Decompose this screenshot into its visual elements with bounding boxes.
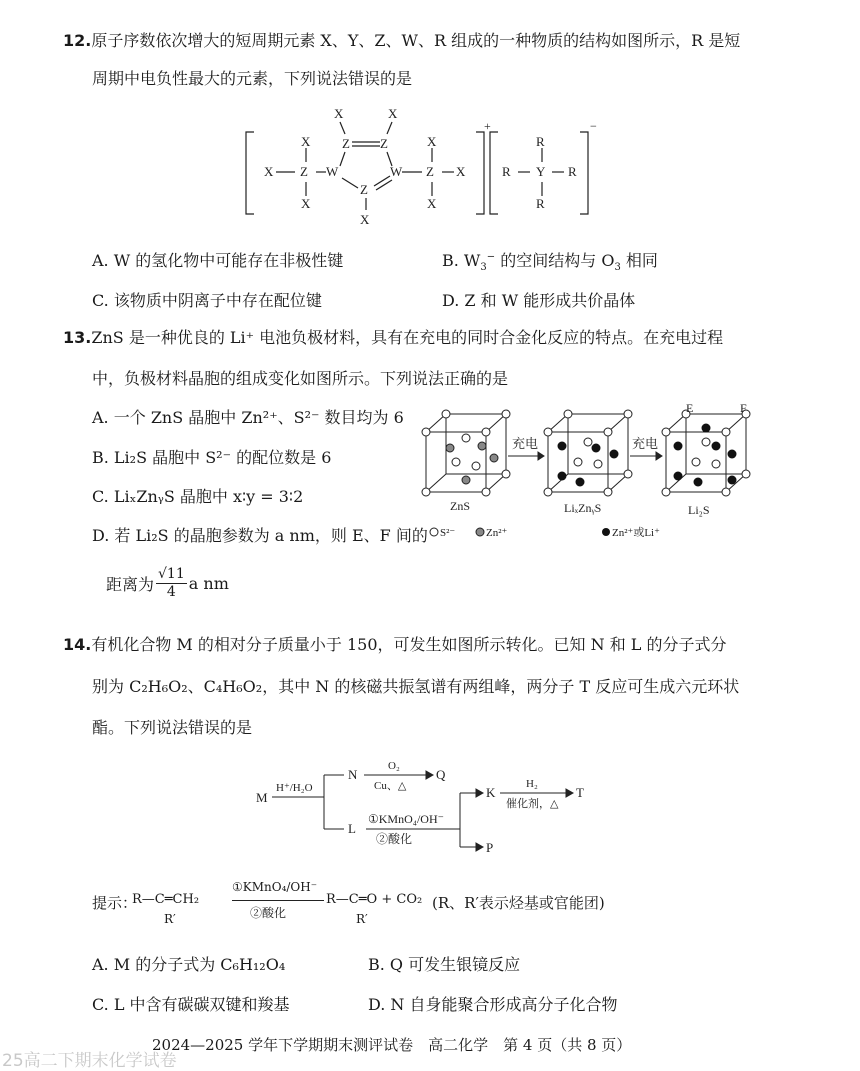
q13-stem-line1: 13.ZnS 是一种优良的 Li⁺ 电池负极材料，具有在充电的同时合金化反应的特点。在充电过程 — [63, 328, 724, 347]
cell-label-li2s: Li₂S — [688, 503, 710, 517]
legend-zn: Zn²⁺ — [486, 527, 508, 539]
q14-option-d[interactable]: D. N 自身能聚合形成高分子化合物 — [368, 995, 618, 1014]
q12-option-a[interactable]: A. W 的氢化物中可能存在非极性键 — [92, 251, 344, 270]
anion-charge: − — [590, 119, 597, 133]
scheme-l: L — [348, 821, 356, 836]
scheme-n: N — [348, 767, 358, 782]
atom-x: X — [264, 164, 274, 179]
atom-w: W — [390, 164, 403, 179]
q14-stem-line1: 14.有机化合物 M 的相对分子质量小于 150，可发生如图所示转化。已知 N 和 L 的分子式分 — [63, 635, 727, 654]
fraction: √11 4 — [158, 566, 185, 600]
atom-x: X — [456, 164, 466, 179]
page-footer: 2024—2025 学年下学期期末测评试卷 高二化学 第 4 页（共 8 页） — [152, 1036, 632, 1054]
atom-z: Z — [342, 136, 350, 151]
q14-option-a[interactable]: A. M 的分子式为 C₆H₁₂O₄ — [92, 955, 286, 974]
atom-y: Y — [536, 164, 546, 179]
point-e: E — [686, 402, 694, 415]
scheme-p: P — [486, 840, 494, 855]
cell-label-zns: ZnS — [450, 499, 471, 513]
scheme-t: T — [576, 785, 584, 800]
q14-number: 14. — [63, 635, 92, 654]
atom-z: Z — [360, 182, 368, 197]
hint-arrow — [232, 900, 324, 901]
q12-structure-figure — [240, 104, 610, 234]
q13-crystal-figure — [420, 402, 760, 542]
scheme-cat: 催化剂，△ — [506, 798, 559, 810]
atom-r: R — [502, 164, 511, 179]
atom-z: Z — [426, 164, 434, 179]
q12-stem-line2: 周期中电负性最大的元素，下列说法错误的是 — [92, 69, 413, 88]
q14-stem-line2: 别为 C₂H₆O₂、C₄H₆O₂，其中 N 的核磁共振氢谱有两组峰，两分子 T 反应可生成六元环状 — [92, 677, 740, 696]
scheme-cu: Cu、△ — [374, 780, 407, 792]
point-f: F — [740, 402, 747, 415]
scheme-q: Q — [436, 767, 446, 782]
scheme-kmno4: ①KMnO₄/OH⁻ — [368, 812, 444, 826]
atom-r: R — [536, 134, 545, 149]
scheme-m: M — [256, 790, 268, 805]
atom-r: R — [568, 164, 577, 179]
q13-option-a[interactable]: A. 一个 ZnS 晶胞中 Zn²⁺、S²⁻ 数目均为 6 — [92, 408, 404, 427]
q12-option-b[interactable]: B. $W_3^-$ 的空间结构与 $O_3$ 相同 — [442, 251, 658, 274]
scheme-acid: ②酸化 — [376, 832, 413, 846]
watermark: 25高二下期末化学试卷 — [2, 1051, 177, 1071]
q12-option-c[interactable]: C. 该物质中阴离子中存在配位键 — [92, 291, 322, 310]
q14-hint: 提示： R—C═CH₂ R′ ①KMnO₄/OH⁻ ②酸化 R—C═O + CO₂ R′ (R、R′表示烃基或官能团) — [92, 880, 605, 926]
q13-option-d-line2: 距离为 √11 4 a nm — [106, 566, 229, 600]
q13-stem-line2: 中，负极材料晶胞的组成变化如图所示。下列说法正确的是 — [92, 369, 509, 388]
atom-x: X — [301, 134, 311, 149]
legend-s: S²⁻ — [440, 527, 456, 539]
scheme-o2: O₂ — [388, 760, 400, 772]
cell-label-lixznys: LiₓZnᵧS — [564, 501, 602, 515]
scheme-k: K — [486, 785, 496, 800]
atom-z: Z — [300, 164, 308, 179]
q12-number: 12. — [63, 31, 92, 50]
legend-li: Zn²⁺或Li⁺ — [612, 527, 660, 539]
atom-r: R — [536, 196, 545, 211]
cation-charge: + — [484, 119, 491, 133]
q12-stem-line1: 12.原子序数依次增大的短周期元素 X、Y、Z、W、R 组成的一种物质的结构如图所示，R 是短 — [63, 31, 741, 50]
q13-option-d[interactable]: D. 若 Li₂S 的晶胞参数为 a nm，则 E、F 间的 — [92, 526, 428, 545]
atom-x: X — [334, 106, 344, 121]
q12-option-d[interactable]: D. Z 和 W 能形成共价晶体 — [442, 291, 636, 310]
q14-stem-line3: 酯。下列说法错误的是 — [92, 718, 253, 737]
q14-reaction-scheme — [250, 755, 610, 865]
atom-x: X — [427, 196, 437, 211]
scheme-h2: H₂ — [526, 778, 538, 790]
scheme-r1: H⁺/H₂O — [276, 782, 313, 794]
atom-x: X — [388, 106, 398, 121]
atom-z: Z — [380, 136, 388, 151]
atom-x: X — [301, 196, 311, 211]
arrow1-label: 充电 — [512, 436, 539, 451]
atom-w: W — [326, 164, 339, 179]
q14-option-c[interactable]: C. L 中含有碳碳双键和羧基 — [92, 995, 290, 1014]
atom-x: X — [360, 212, 370, 227]
arrow2-label: 充电 — [632, 436, 659, 451]
atom-x: X — [427, 134, 437, 149]
q14-option-b[interactable]: B. Q 可发生银镜反应 — [368, 955, 521, 974]
q13-number: 13. — [63, 328, 92, 347]
q13-option-c[interactable]: C. LiₓZnᵧS 晶胞中 x∶y = 3∶2 — [92, 487, 304, 506]
q13-option-b[interactable]: B. Li₂S 晶胞中 S²⁻ 的配位数是 6 — [92, 448, 332, 467]
